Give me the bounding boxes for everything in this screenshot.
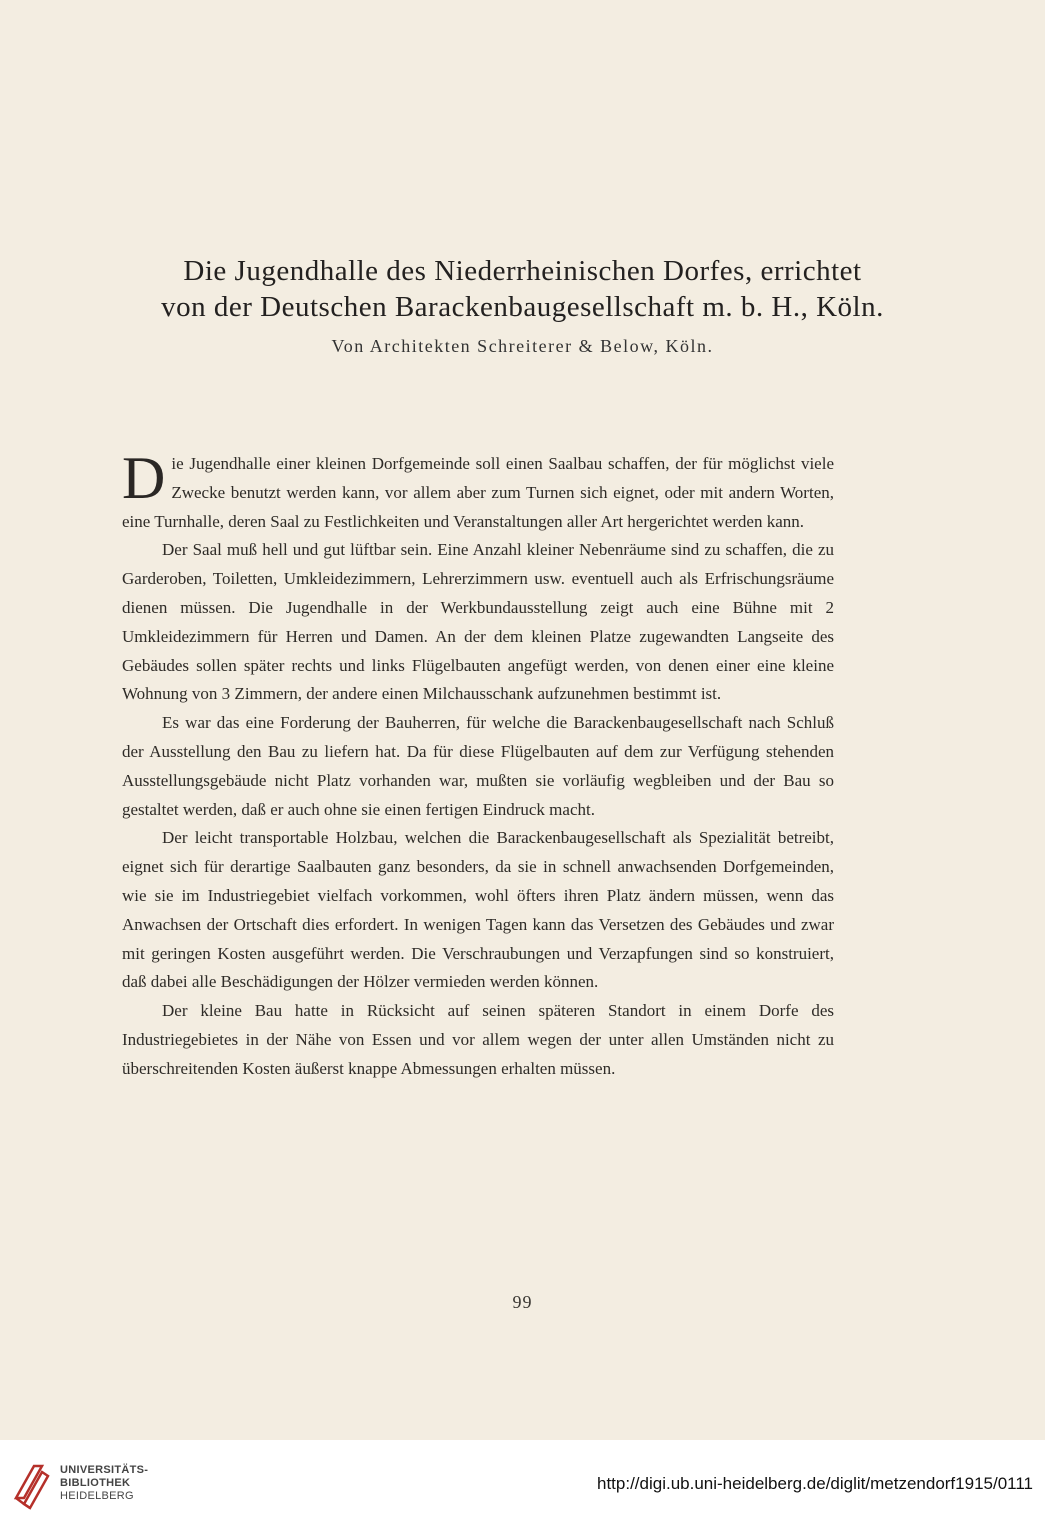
paragraph-1-text: ie Jugendhalle einer kleinen Dorfgemeinde soll einen Saalbau schaffen, der für möglichst viele Zwecke benutzt werden kann, vor allem aber zum Turnen sich eignet, oder mit andern Worten, eine Turnhalle, deren Saal zu Festlichkeiten und Veranstaltungen aller Art hergerichtet werden kann. — [122, 454, 834, 531]
paragraph-4: Der leicht transportable Holzbau, welchen die Barackenbaugesellschaft als Spezialität betreibt, eignet sich für derartige Saalbauten ganz besonders, da sie in schnell anwachsenden Dorfgemeinden, wie sie im Industriegebiet vielfach vorkommen, wohl öfters ihren Platz ändern müssen, wenn das Anwachsen der Ortschaft dies erfordert. In wenigen Tagen kann das Versetzen des Gebäudes und zwar mit geringen Kosten ausgeführt werden. Die Verschraubungen und Verzapfungen sind so konstruiert, daß dabei alle Beschädigungen der Hölzer vermieden werden können. — [122, 828, 834, 992]
library-name — [60, 1464, 148, 1503]
article-title-line-1: Die Jugendhalle des Niederrheinischen Dorfes, errichtet — [183, 255, 862, 287]
library-name-line-3: HEIDELBERG — [60, 1490, 134, 1502]
paragraph-3: Es war das eine Forderung der Bauherren, für welche die Barackenbaugesellschaft nach Schluß der Ausstellung den Bau zu liefern hat. Da für diese Flügelbauten auf dem zur Verfügung stehenden Ausstellungsgebäude nicht Platz vorhanden war, mußten sie vorläufig wegbleiben und der Bau so gestaltet werden, daß er auch ohne sie einen fertigen Eindruck macht. — [122, 713, 834, 819]
page-number: 99 — [512, 1292, 533, 1312]
drop-cap: D — [122, 445, 166, 511]
byline: Von Architekten Schreiterer & Below, Köln. — [331, 336, 714, 356]
digitization-footer — [0, 1440, 1045, 1527]
library-logo-icon — [12, 1458, 52, 1514]
paragraph-5: Der kleine Bau hatte in Rücksicht auf seinen späteren Standort in einem Dorfe des Industriegebietes in der Nähe von Essen und vor allem wegen der unter allen Umständen nicht zu überschreitenden Kosten äußerst knappe Abmessungen erhalten müssen. — [122, 1001, 834, 1078]
source-url-link[interactable]: http://digi.ub.uni-heidelberg.de/diglit/metzendorf1915/0111 — [596, 1474, 1033, 1493]
article-body — [122, 445, 834, 1084]
library-name-line-1: UNIVERSITÄTS- — [60, 1464, 149, 1476]
article-title-line-2: von der Deutschen Barackenbaugesellschaft m. b. H., Köln. — [161, 291, 884, 323]
paragraph-2: Der Saal muß hell und gut lüftbar sein. Eine Anzahl kleiner Nebenräume sind zu schaffen, die zu Garderoben, Toiletten, Umkleidezimmern, Lehrerzimmern usw. eventuell auch als Erfrischungsräume dienen müssen. Die Jugendhalle in der Werkbundausstellung zeigt auch eine Bühne mit 2 Umkleidezimmern für Herren und Damen. An der dem kleinen Platze zugewandten Langseite des Gebäudes sollen später rechts und links Flügelbauten angefügt werden, von denen einer eine kleine Wohnung von 3 Zimmern, der andere einen Milchausschank aufzunehmen bestimmt ist. — [122, 540, 834, 704]
library-name-line-2: BIBLIOTHEK — [60, 1477, 131, 1489]
paragraph-1 — [122, 445, 834, 536]
